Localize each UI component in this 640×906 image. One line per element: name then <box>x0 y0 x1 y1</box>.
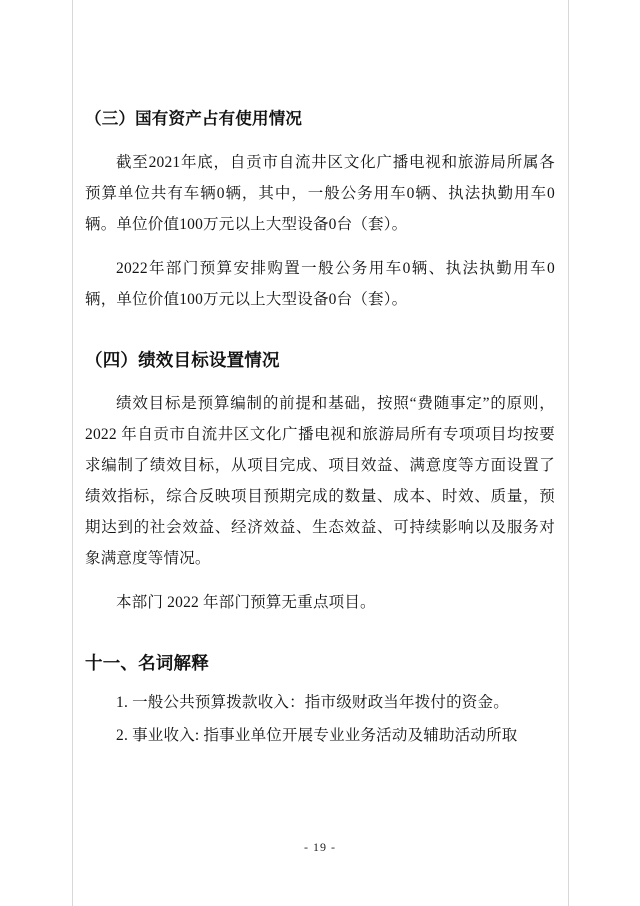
heading-state-assets: （三）国有资产占有使用情况 <box>85 110 303 128</box>
heading-performance-goals: （四）绩效目标设置情况 <box>85 350 280 370</box>
paragraph-performance-2: 本部门 2022 年部门预算无重点项目。 <box>116 594 376 611</box>
page-margin-line-right <box>568 0 569 906</box>
heading-glossary: 十一、名词解释 <box>85 653 209 673</box>
page-content <box>85 104 555 752</box>
paragraph-state-assets-2: 2022年部门预算安排购置一般公务用车0辆、执法执勤用车0辆，单位价值100万元以上大型设备0台（套）。 <box>85 260 555 308</box>
page-margin-line-left <box>72 0 73 906</box>
list-item: 2. 事业收入: 指事业单位开展专业业务活动及辅助活动所取 <box>116 727 518 744</box>
glossary-list <box>85 686 555 752</box>
page-number: - 19 - <box>304 840 336 854</box>
paragraph-state-assets-1: 截至2021年底，自贡市自流井区文化广播电视和旅游局所属各预算单位共有车辆0辆，其中，一般公务用车0辆、执法执勤用车0辆。单位价值100万元以上大型设备0台（套）。 <box>85 154 555 233</box>
paragraph-performance-1: 绩效目标是预算编制的前提和基础，按照“费随事定”的原则，2022 年自贡市自流井区文化广播电视和旅游局所有专项项目均按要求编制了绩效目标，从项目完成、项目效益、满意度等方面设置了绩效指标，综合反映项目预期完成的数量、成本、时效、质量，预期达到的社会效益、经济效益、生态效益、可持续影响以及服务对象满意度等情况。 <box>85 395 555 567</box>
list-item: 1. 一般公共预算拨款收入：指市级财政当年拨付的资金。 <box>116 694 509 711</box>
